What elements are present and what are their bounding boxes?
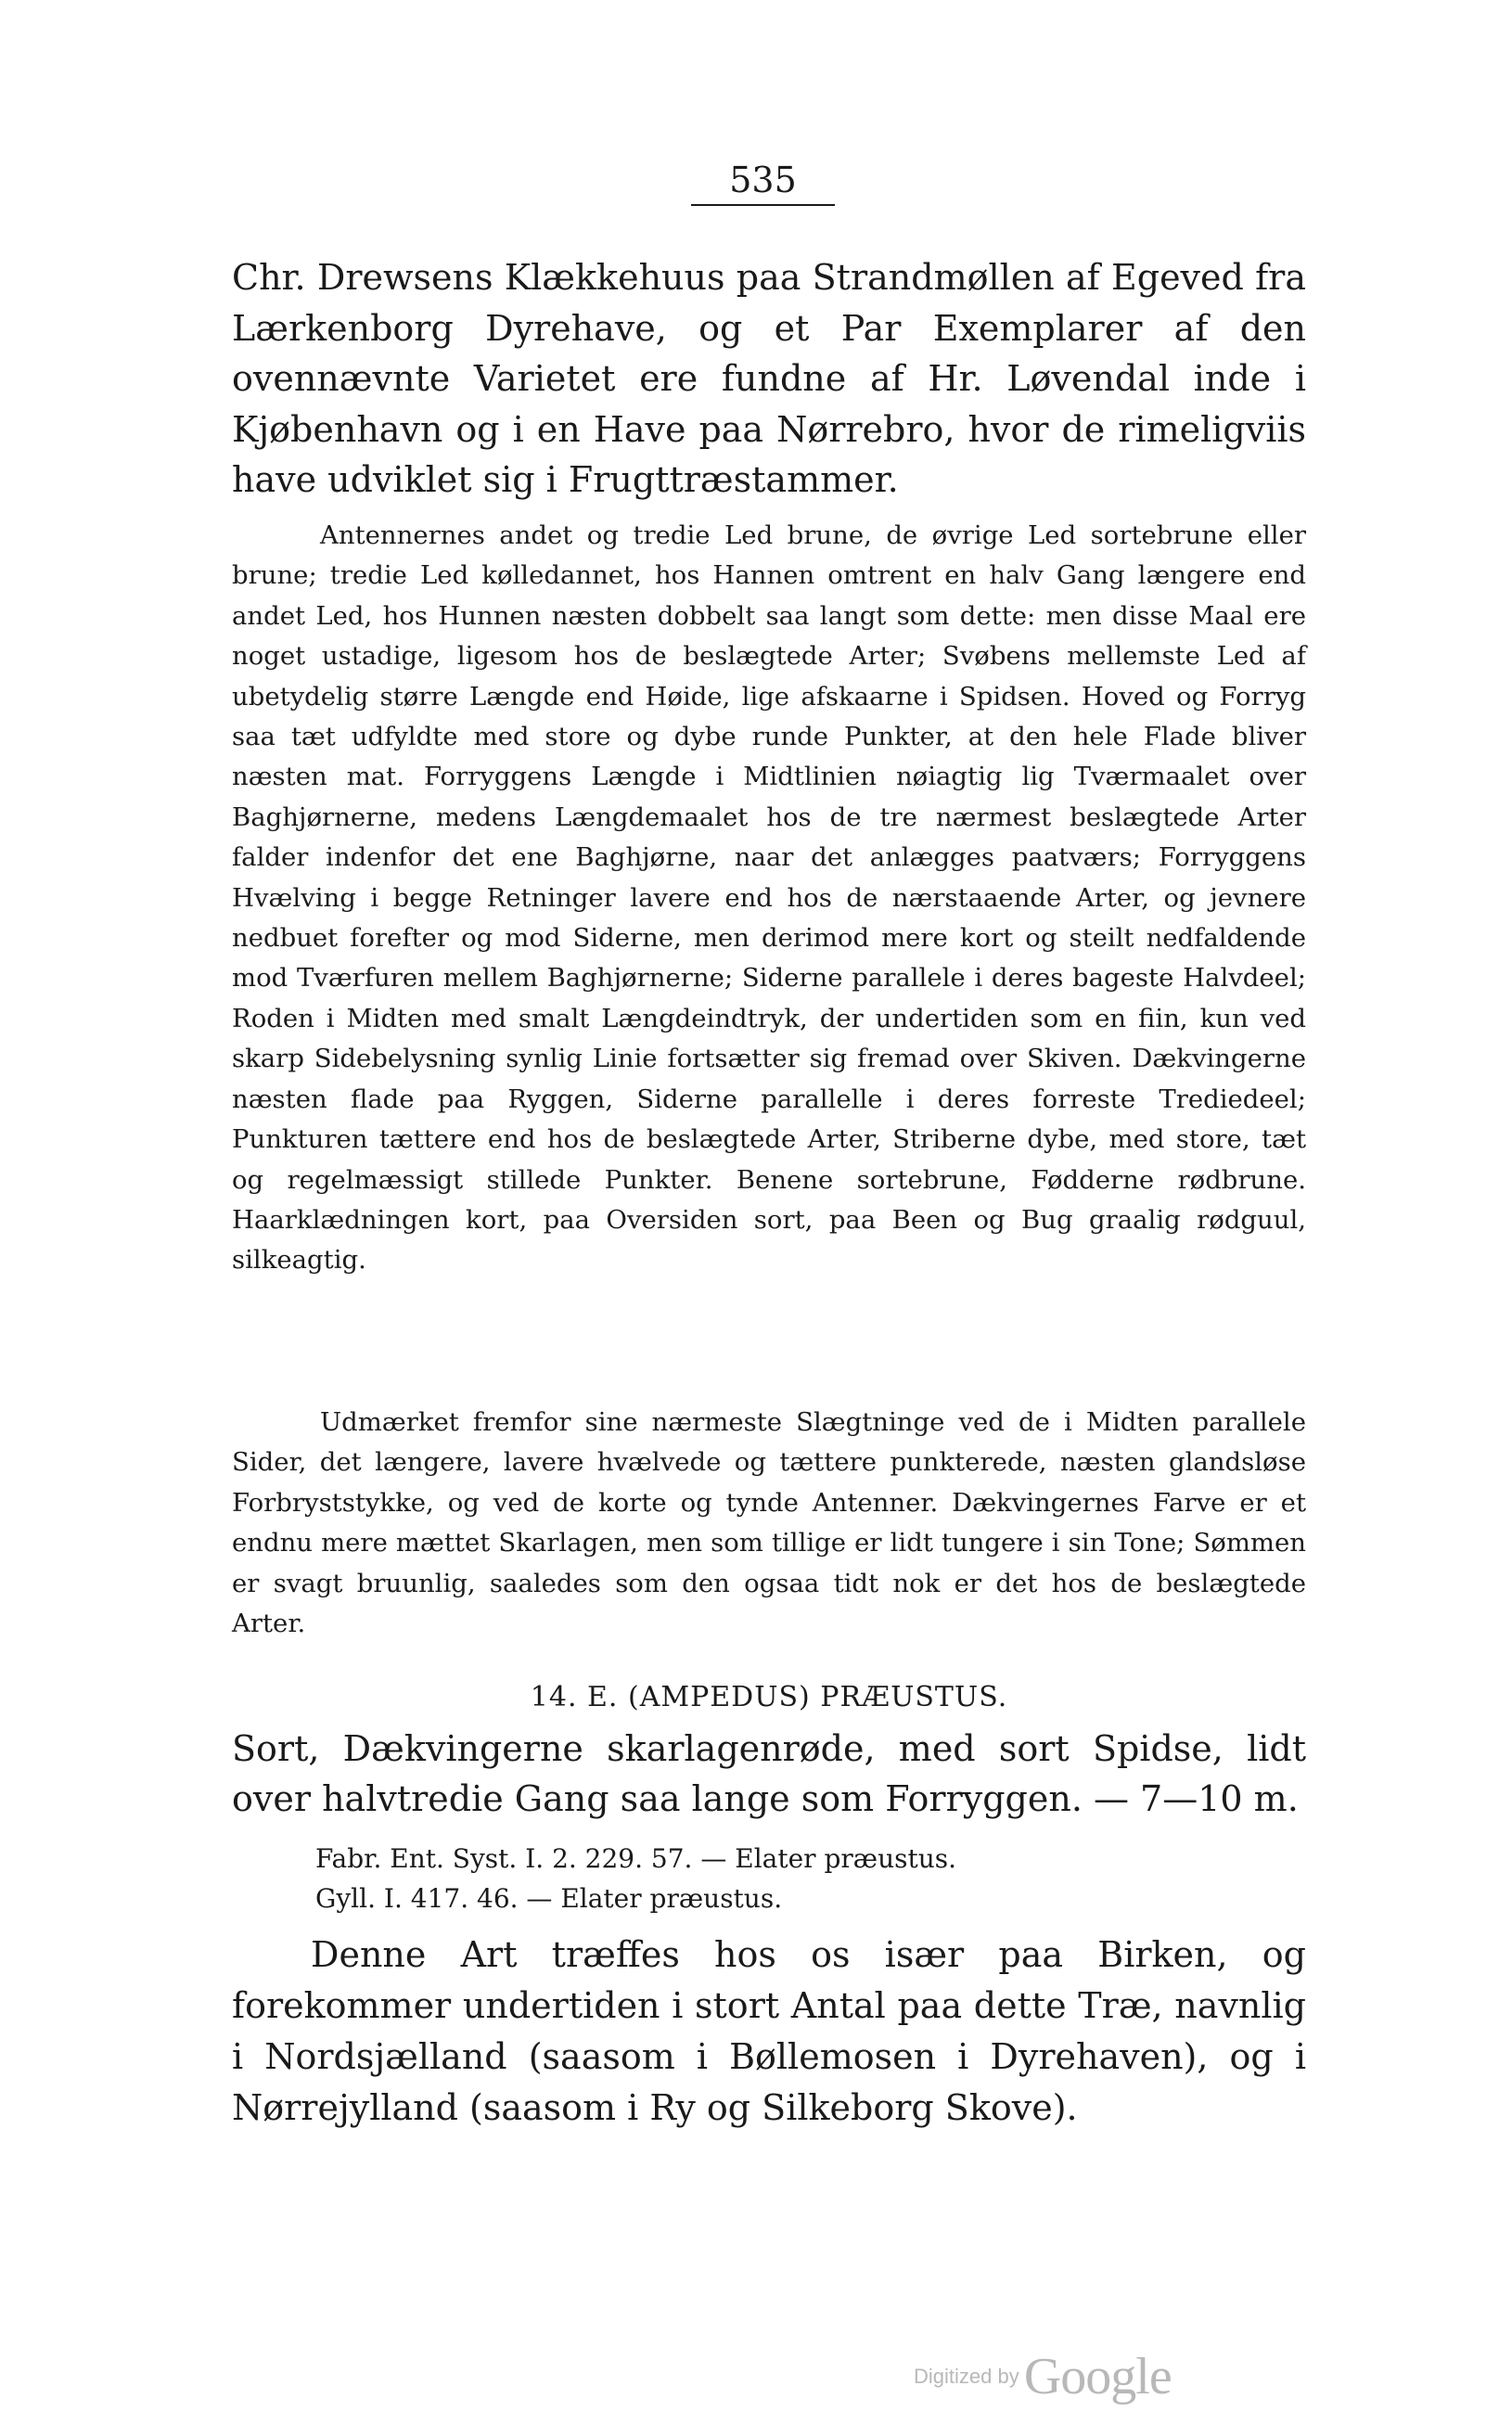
description-paragraph: Antennernes andet og tredie Led brune, de øvrige Led sortebrune eller brune; tredie Led kølledannet, hos Hannen omtrent en halv Gang længere end andet Led, hos Hunnen næsten dobbelt saa langt som dette: men disse Maal ere noget ustadige, ligesom hos de beslægtede Arter; Svøbens mellemste Led af ubetydelig større Længde end Høide, lige afskaarne i Spidsen. Hoved og Forryg saa tæt udfyldte med store og dybe runde Punkter, at den hele Flade bliver næsten mat. Forryggens Længde i Midtlinien nøiagtig lig Tværmaalet over Baghjørnerne, medens Længdemaalet hos de tre nærmest beslægtede Arter falder indenfor det ene Baghjørne, naar det anlægges paatværs; Forryggens Hvælving i begge Retninger lavere end hos de nærstaaende Arter, og jevnere nedbuet forefter og mod Siderne, men derimod mere kort og steilt nedfaldende mod Tværfuren mellem Baghjørnerne; Siderne parallele i deres bageste Halvdeel; Roden i Midten med smalt Længdeindtryk, der undertiden som en fiin, kun ved skarp Sidebelysning synlig Linie fortsætter sig fremad over Skiven. Dækvingerne næsten flade paa Ryggen, Siderne parallelle i deres forreste Trediedeel; Punkturen tættere end hos de beslægtede Arter, Striberne dybe, med store, tæt og regelmæssigt stillede Punkter. Benene sortebrune, Fødderne rødbrune. Haarklædningen kort, paa Oversiden sort, paa Been og Bug graalig rødguul, silkeagtig. xyxy=(232,520,1306,1276)
reference-line: Gyll. I. 417. 46. — Elater præustus. xyxy=(315,1883,783,1914)
references-list xyxy=(315,1839,956,1918)
digitized-watermark xyxy=(914,2347,1172,2406)
reference-line: Fabr. Ent. Syst. I. 2. 229. 57. — Elater præustus. xyxy=(315,1843,957,1874)
closing-paragraph: Denne Art træffes hos os især paa Birken, og forekommer undertiden i stort Antal paa dette Træ, navnlig i Nordsjælland (saasom i Bøllemosen i Dyrehaven), og i Nørrejylland (saasom i Ry og Silkeborg Skove). xyxy=(232,1934,1306,2128)
page-number: 535 xyxy=(691,158,835,206)
distinction-paragraph: Udmærket fremfor sine nærmeste Slægtninge ved de i Midten parallele Sider, det længere, lavere hvælvede og tættere punkterede, næsten glandsløse Forbryststykke, og ved de korte og tynde Antenner. Dækvingernes Farve er et endnu mere mættet Skarlagen, men som tillige er lidt tungere i sin Tone; Sømmen er svagt bruunlig, saaledes som den ogsaa tidt nok er det hos de beslægtede Arter. xyxy=(232,1407,1306,1639)
species-diagnosis: Sort, Dækvingerne skarlagenrøde, med sort Spidse, lidt over halvtredie Gang saa lange som Forryggen. — 7—10 m. xyxy=(232,1728,1306,1819)
species-heading: 14. E. (AMPEDUS) PRÆUSTUS. xyxy=(530,1681,1008,1713)
intro-paragraph: Chr. Drewsens Klækkehuus paa Strandmøllen af Egeved fra Lærkenborg Dyrehave, og et Par Exemplarer af den ovennævnte Varietet ere fundne af Hr. Løvendal inde i Kjøbenhavn og i en Have paa Nørrebro, hvor de rimeligviis have udviklet sig i Frugttræstammer. xyxy=(232,257,1306,500)
watermark-prefix: Digitized by xyxy=(914,2365,1019,2388)
google-logo: Google xyxy=(1023,2348,1172,2405)
